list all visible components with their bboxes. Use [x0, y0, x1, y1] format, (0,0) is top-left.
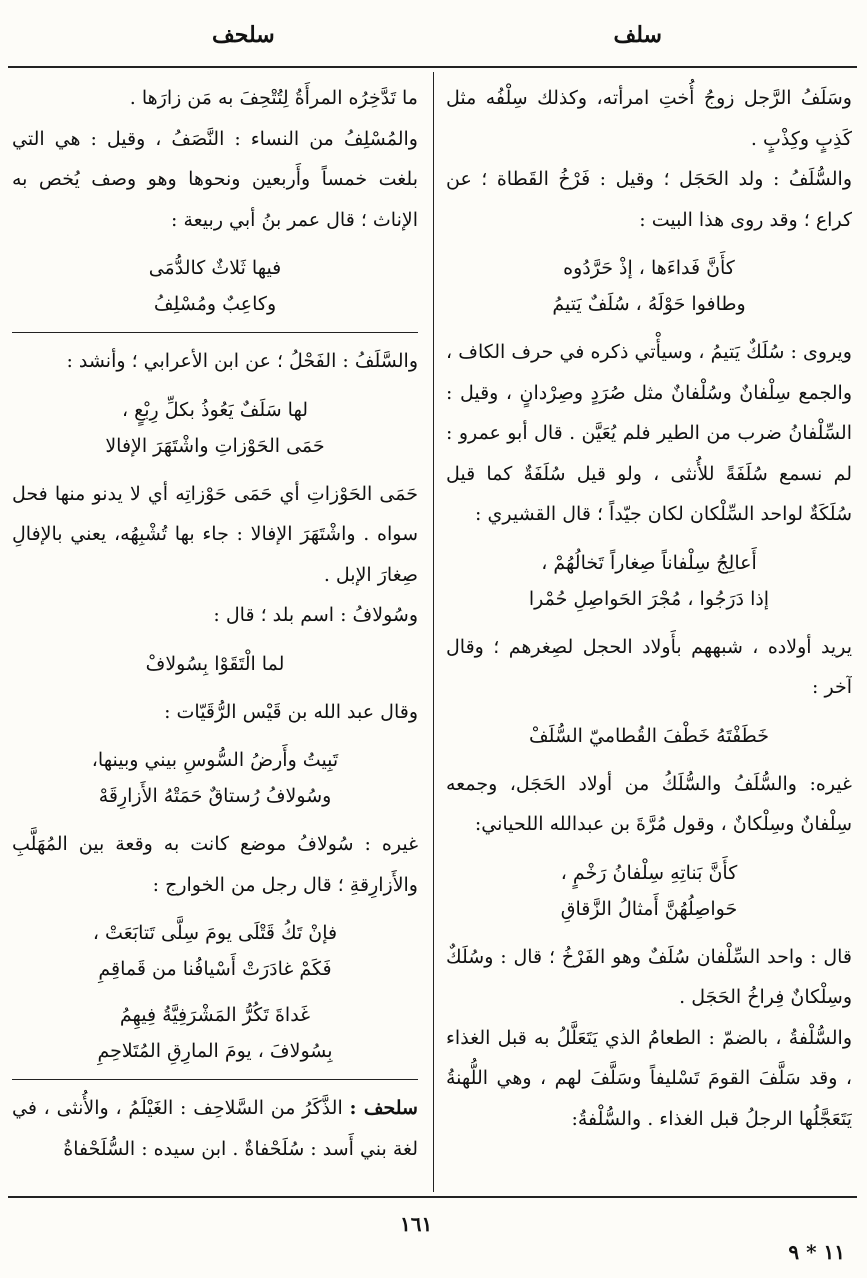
- entry-headword: سلحف :: [349, 1097, 418, 1119]
- verse-line: إذا دَرَجُوا ، مُجْرَ الحَواصِلِ حُمْرا: [528, 587, 770, 610]
- paragraph: وسَلَفُ الرَّجل زوجُ أُختِ امرأته، وكذلك سِلْفُه مثل كَذِبٍ وكِذْبٍ .: [446, 87, 852, 150]
- verse: [446, 250, 852, 322]
- verse-line: أَعالِجُ سِلْفاناً صِغاراً تَخالُهُمْ ،: [541, 551, 757, 574]
- paragraph: والسَّلَفُ : الفَحْلُ ؛ عن ابن الأعرابي ؛ وأنشد :: [66, 350, 418, 372]
- section-separator: [12, 332, 418, 333]
- paragraph: والسُّلْفةُ ، بالضمّ : الطعامُ الذي يَتَعَلَّلُ به قبل الغذاء ، وقد سَلَّفَ القومَ تَسْليفاً وسَلَّفَ لهم ، وهي اللُّهنةُ يَتَعَجَّلُها الرجلُ قبل الغذاء . والسُّلْفةُ:: [446, 1026, 852, 1130]
- paragraph: ويروى : سُلَكٌ يَتيمُ ، وسيأْتي ذكره في حرف الكاف ، والجمع سِلْفانٌ وسُلْفانٌ مثل صُرَدٍ وصِرْدانٍ ، وقيل : السِّلْفانُ ضرب من الطير فلم يُعَيَّن . قال أبو عمرو : لم نسمع سُلَفَةً للأُنثى ، ولو قيل سُلَفَةٌ كما قيل سُلَكَةٌ لواحد السِّلْكان لكان جيّداً ؛ قال القشيري :: [446, 341, 852, 525]
- verse-line: فيها ثَلاثٌ كالدُّمَى: [148, 257, 282, 279]
- paragraph: حَمَى الحَوْزاتِ أي حَمَى حَوْزاتِه أي لا يدنو منها فحل سواه . واشْتَهَرَ الإفالا : جاء بها تُشْبِهُه، يعني بالإفالِ صِغارَ الإبل .: [12, 482, 418, 586]
- verse-line: تَبِيتُ وأَرضُ السُّوسِ بيني وبينها،: [91, 749, 339, 771]
- verse-line: فإنْ تَكُ قَتْلَى يومَ سِلَّى تَتابَعَتْ ،: [92, 922, 338, 944]
- paragraph: وقال عبد الله بن قَيْس الرُّقَيّات :: [164, 700, 418, 723]
- column-divider: [433, 72, 434, 1192]
- paragraph: والسُّلَفُ : ولد الحَجَل ؛ وقيل : فَرْخُ القَطاة ؛ عن كراع ؛ وقد روى هذا البيت :: [446, 168, 852, 231]
- verse: [12, 742, 418, 814]
- verse-line: بِسُولافَ ، يومَ المارِقِ المُتَلاحِمِ: [97, 1040, 333, 1062]
- verse: [12, 915, 418, 987]
- verse-line: لها سَلَفٌ يَعُوذُ بكلِّ رِبْعٍ ،: [121, 398, 309, 421]
- verse: [446, 718, 852, 754]
- verse: [12, 250, 418, 322]
- verse-line: وطافوا حَوْلَهُ ، سُلَفٌ يَتيمُ: [552, 293, 746, 315]
- verse-line: غَداةَ تَكُرُّ المَشْرَفِيَّةُ فِيهِمُ: [119, 1004, 311, 1026]
- verse: [446, 855, 852, 927]
- entry-text: الذَّكَرُ من السَّلاحِف : الغَيْلَمُ ، والأُنثى ، في لغة بني أَسد : سُلَحْفاةٌ . ابن سيده : السُّلَحْفاةُ: [12, 1097, 418, 1160]
- verse-line: فَكَمْ غادَرَتْ أَسْيافُنا من قَماقِمِ: [98, 958, 332, 980]
- verse-line: وسُولافُ رُستاقٌ حَمَتْهُ الأَزارِقَهْ: [98, 785, 332, 807]
- left-column: [12, 78, 418, 1190]
- right-column: [446, 78, 852, 1190]
- paragraph: غيره: والسُّلَفُ والسُّلَكُ من أولاد الحَجَل، وجمعه سِلْفانٌ وسِلْكانٌ ، وقول مُرَّةَ بن عبدالله اللحياني:: [446, 772, 852, 835]
- paragraph: قال : واحد السِّلْفان سُلَفٌ وهو الفَرْخُ ؛ قال : وسُلَكٌ وسِلْكانٌ فِراخُ الحَجَل .: [446, 945, 852, 1008]
- paragraph: يريد أولاده ، شبههم بأَولاد الحجل لصِغرهم ؛ وقال آخر :: [446, 635, 852, 698]
- left-column-header: سلحف: [212, 22, 275, 48]
- paragraph: ما تَدَّخِرُه المرأَةُ لِتُتْحِفَ به مَن زارَها .: [129, 87, 418, 109]
- verse: [446, 545, 852, 617]
- section-separator: [12, 1079, 418, 1080]
- verse: [12, 392, 418, 464]
- verse-line: كأَنَّ فَداءَها ، إذْ حَرَّدُوه: [563, 257, 735, 279]
- page-number: ١٦١: [400, 1212, 433, 1236]
- paragraph: غيره : سُولافُ موضع كانت به وقعة بين المُهَلَّبِ والأَزارِقةِ ؛ قال رجل من الخوارج :: [12, 833, 418, 896]
- verse-line: وكاعِبٌ ومُسْلِفُ: [153, 293, 277, 315]
- verse-line: لما الْتَقَوْا بِسُولافْ: [145, 652, 285, 675]
- paragraph: والمُسْلِفُ من النساء : النَّصَفُ ، وقيل : هي التي بلغت خمساً وأَربعين ونحوها وهو وصف يُخص به الإناث ؛ قال عمر بنُ أبي ربيعة :: [12, 127, 418, 231]
- right-column-header: سلف: [613, 22, 662, 48]
- verse-line: حَواصِلُهُنَّ أَمثالُ الزَّقاقِ: [560, 897, 738, 920]
- verse: [12, 997, 418, 1069]
- verse-line: خَطَفْتَهُ خَطْفَ القُطاميّ السُّلَفْ: [528, 724, 770, 747]
- top-rule: [8, 66, 857, 68]
- entry-paragraph: [12, 1088, 418, 1169]
- signature-mark: ١١ * ٩: [788, 1240, 845, 1264]
- verse-line: كأَنَّ بَناتِهِ سِلْفانُ رَخْمٍ ،: [560, 861, 738, 884]
- bottom-rule: [8, 1196, 857, 1198]
- paragraph: وسُولافُ : اسم بلد ؛ قال :: [213, 604, 418, 626]
- verse: [12, 646, 418, 682]
- verse-line: حَمَى الحَوْزاتِ واشْتَهَرَ الإفالا: [105, 434, 325, 457]
